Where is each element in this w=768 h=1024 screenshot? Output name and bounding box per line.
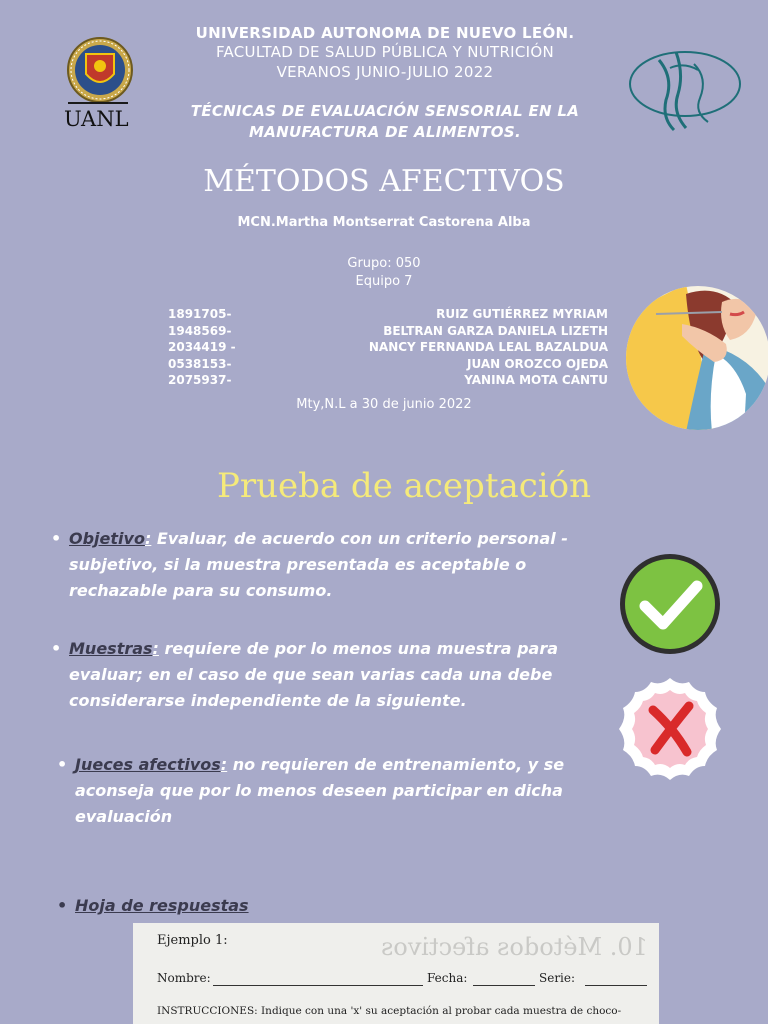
member-id: 2075937- bbox=[168, 373, 232, 387]
bullet-text: evaluar; en el caso de que sean varias cada una debe bbox=[69, 665, 553, 684]
team-label: Equipo 7 bbox=[355, 274, 413, 289]
sheet-date-line bbox=[473, 985, 535, 986]
bullet-sep: : bbox=[144, 529, 152, 548]
bullet-muestras bbox=[51, 636, 589, 714]
bullet-dot: • bbox=[51, 639, 62, 658]
uanl-logo-rule bbox=[68, 102, 128, 104]
uanl-logo-text: UANL bbox=[64, 107, 129, 131]
cover-title: MÉTODOS AFECTIVOS bbox=[203, 164, 565, 199]
bullet-sep: : bbox=[152, 639, 159, 658]
sheet-series-label: Serie: bbox=[539, 971, 576, 985]
member-name: JUAN OROZCO OJEDA bbox=[467, 356, 608, 371]
member-ids bbox=[168, 306, 236, 389]
bullet-text: subjetivo, si la muestra presentada es aceptable o bbox=[69, 555, 527, 574]
bullet-dot: • bbox=[57, 896, 68, 915]
bullet-text: Evaluar, de acuerdo con un criterio personal - bbox=[151, 529, 568, 548]
bullet-text: aconseja que por lo menos deseen participar en dicha bbox=[75, 781, 563, 800]
place-date: Mty,N.L a 30 de junio 2022 bbox=[296, 397, 472, 412]
group-label: Grupo: 050 bbox=[347, 256, 421, 271]
answer-sheet-image bbox=[133, 923, 659, 1024]
nutrition-logo-icon bbox=[614, 38, 756, 138]
session-name: VERANOS JUNIO-JULIO 2022 bbox=[276, 63, 494, 81]
sheet-date-label: Fecha: bbox=[427, 971, 468, 985]
bullet-label: Muestras bbox=[69, 639, 153, 658]
uanl-logo bbox=[62, 36, 142, 136]
member-id: 1948569- bbox=[168, 323, 232, 338]
bullet-objetivo bbox=[51, 526, 589, 604]
faculty-name: FACULTAD DE SALUD PÚBLICA Y NUTRICIÓN bbox=[215, 43, 555, 61]
check-icon bbox=[617, 552, 723, 656]
bullet-text: evaluación bbox=[75, 807, 173, 826]
member-name: BELTRAN GARZA DANIELA LIZETH bbox=[383, 323, 608, 338]
teacher-name: MCN.Martha Montserrat Castorena Alba bbox=[237, 215, 531, 230]
university-name: UNIVERSIDAD AUTONOMA DE NUEVO LEÓN. bbox=[195, 24, 575, 42]
sheet-bg-title: 10. Métodos afectivos bbox=[381, 933, 648, 961]
bullet-label: Jueces afectivos bbox=[75, 755, 221, 774]
course-line-1: TÉCNICAS DE EVALUACIÓN SENSORIAL EN LA bbox=[190, 102, 580, 120]
member-name: NANCY FERNANDA LEAL BAZALDUA bbox=[368, 340, 608, 354]
member-names bbox=[369, 306, 608, 389]
cross-icon bbox=[617, 676, 723, 782]
bullet-text: no requieren de entrenamiento, y se bbox=[227, 755, 565, 774]
member-name: RUIZ GUTIÉRREZ MYRIAM bbox=[436, 307, 608, 321]
bullet-label: Objetivo bbox=[69, 529, 145, 548]
sheet-series-line bbox=[585, 985, 647, 986]
bullet-dot: • bbox=[57, 755, 68, 774]
sheet-name-label: Nombre: bbox=[157, 971, 211, 985]
uanl-seal-icon bbox=[62, 36, 142, 106]
bullet-jueces bbox=[57, 752, 595, 830]
bullet-label: Hoja de respuestas bbox=[75, 896, 249, 915]
section-title: Prueba de aceptación bbox=[216, 466, 592, 506]
member-name: YANINA MOTA CANTU bbox=[464, 373, 608, 387]
bullet-hoja bbox=[57, 893, 595, 919]
tasting-illustration-icon bbox=[626, 284, 768, 432]
member-id: 1891705- bbox=[168, 307, 232, 321]
sheet-name-line bbox=[213, 985, 423, 986]
bullet-dot: • bbox=[51, 529, 62, 548]
member-id: 0538153- bbox=[168, 356, 232, 371]
bullet-text: considerarse independiente de la siguiente. bbox=[69, 691, 467, 710]
bullet-text: rechazable para su consumo. bbox=[69, 581, 333, 600]
bullet-sep: : bbox=[220, 755, 228, 774]
course-line-2: MANUFACTURA DE ALIMENTOS. bbox=[249, 123, 521, 141]
member-id: 2034419 - bbox=[168, 340, 236, 354]
sheet-example: Ejemplo 1: bbox=[157, 933, 228, 948]
sheet-instructions: INSTRUCCIONES: Indique con una 'x' su aceptación al probar cada muestra de choco- bbox=[157, 1005, 622, 1017]
bullet-text: requiere de por lo menos una muestra para bbox=[158, 639, 559, 658]
